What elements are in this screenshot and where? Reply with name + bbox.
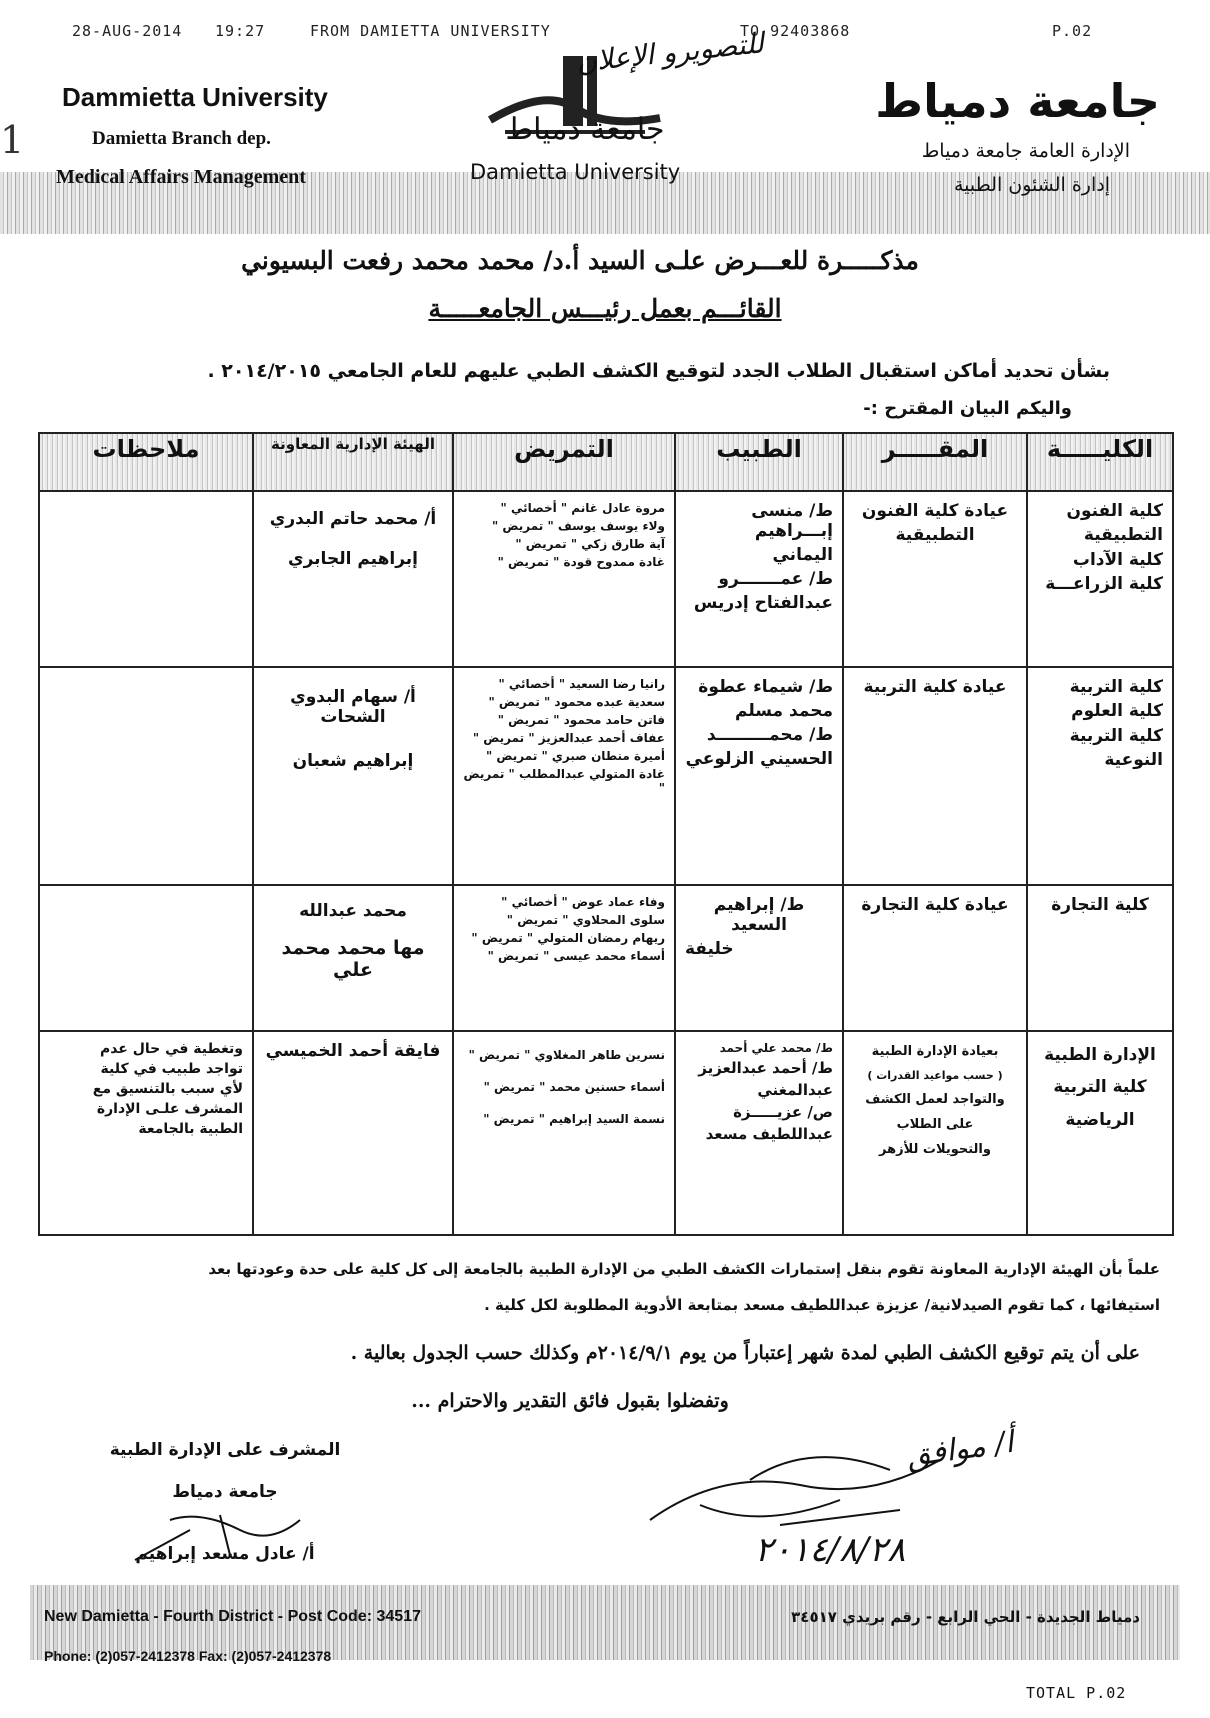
nursing-line: نسمة السيد إبراهيم " تمريض " [483, 1112, 665, 1126]
supervisor-name: أ/ عادل مسعد إبراهيم [135, 1544, 315, 1564]
college-line: الرياضية [1065, 1109, 1135, 1130]
header-hq: المقـــــر [843, 433, 1027, 491]
body-paragraph-3: على أن يتم توقيع الكشف الطبي لمدة شهر إعتباراً من يوم ٢٠١٤/٩/١م وكذلك حسب الجدول بعالية . [350, 1342, 1140, 1364]
notes-line: المشرف علـى الإدارة [96, 1101, 243, 1117]
approver-note: أ/ موافق [904, 1424, 1016, 1475]
hq-line: على الطلاب [896, 1117, 974, 1132]
memo-addressee: القائـــم بعمل رئيـــس الجامعـــــة [428, 294, 782, 323]
table-row [39, 491, 1173, 667]
hq-line: عيادة كلية التجارة [861, 895, 1009, 915]
cell-nursing [455, 1033, 673, 1141]
doctor-line: عبدالفتاح إدريس [693, 593, 833, 613]
hq-line: بعيادة الإدارة الطبية [871, 1044, 999, 1059]
cell-hq [845, 1033, 1025, 1168]
doctor-line: ط/ أحمد عبدالعزيز [698, 1059, 833, 1077]
cell-doctor [677, 669, 841, 777]
hq-line: والتحويلات للأزهر [879, 1142, 991, 1157]
notes-line: لأي سبب بالتنسيق مع [92, 1081, 243, 1097]
table-row [39, 1031, 1173, 1235]
body-paragraph-2: استيفائها ، كما تقوم الصيدلانية/ عزيزة عبداللطيف مسعد بمتابعة الأدوية المطلوبة لكل كلية . [484, 1296, 1160, 1314]
cell-doctor [677, 1033, 841, 1151]
header-college: الكليـــــة [1027, 433, 1173, 491]
doctor-line: ص/ عزيـــــزة [733, 1103, 833, 1121]
header-ar-mgmt: إدارة الشئون الطبية [953, 174, 1110, 196]
admin-line: أ/ سهام البدوي الشحات [290, 687, 416, 727]
nursing-line: سعدية عبده محمود " تمريض " [488, 695, 665, 709]
doctor-line: ط/ عمـــــــرو [718, 569, 833, 589]
footer-ar-address: دمياط الجديدة - الحي الرابع - رقم بريدي ٣٤٥١٧ [791, 1608, 1140, 1626]
nursing-line: غادة ممدوح قودة " تمريض " [497, 555, 665, 569]
college-line: كلية التربية [1069, 725, 1163, 746]
header-nursing: التمريض [453, 433, 675, 491]
nursing-line: أميرة منطان صبري " تمريض " [486, 749, 665, 763]
notes-line: الطبية بالجامعة [138, 1121, 243, 1137]
hq-line: عيادة كلية الفنون [861, 501, 1009, 521]
nursing-line: رانيا رضا السعيد " أخصائي " [498, 677, 665, 691]
memo-intro: واليكم البيان المقترح :- [863, 398, 1072, 419]
cell-hq [845, 493, 1025, 553]
header-en-title: Dammietta University [62, 82, 328, 112]
header-doctor: الطبيب [675, 433, 843, 491]
cell-hq [845, 887, 1025, 923]
college-line: كلية التجارة [1051, 895, 1149, 915]
admin-line: أ/ محمد حاتم البدري [269, 509, 437, 529]
fax-date: 28-AUG-2014 [72, 22, 183, 40]
footer-en-address: New Damietta - Fourth District - Post Code: 34517 [44, 1608, 421, 1625]
college-line: كلية التربية [1069, 677, 1163, 697]
cell-doctor [677, 887, 841, 967]
cell-notes [41, 493, 251, 505]
nursing-line: آية طارق زكي " تمريض " [515, 537, 665, 551]
cell-college [1029, 669, 1171, 779]
cell-admin [255, 669, 451, 789]
admin-line: إبراهيم شعبان [292, 751, 414, 771]
table-row [39, 885, 1173, 1031]
doctor-line: ط/ منسى إبـــراهيم [751, 501, 833, 541]
college-line: كلية الفنون [1066, 501, 1163, 521]
cell-hq [845, 669, 1025, 705]
fax-from: FROM DAMIETTA UNIVERSITY [310, 22, 551, 40]
doctor-line: عبدالمغني [757, 1081, 833, 1099]
college-line: كلية العلوم [1071, 701, 1163, 722]
nursing-line: أسماء محمد عيسى " تمريض " [487, 949, 665, 963]
nursing-line: وفاء عماد عوض " أخصائي " [501, 895, 665, 909]
memo-subject: بشأن تحديد أماكن استقبال الطلاب الجدد لتوقيع الكشف الطبي عليهم للعام الجامعي ٢٠١٤/٢٠١٥ . [207, 360, 1110, 382]
memo-title: مذكـــــرة للعـــرض علـى السيد أ.د/ محمد محمد رفعت البسيوني [241, 246, 919, 275]
college-line: التطبيقية [1083, 525, 1163, 546]
college-line: كلية الآداب [1072, 549, 1163, 570]
doctor-line: خليفة [685, 939, 734, 959]
notes-line: تواجد طبيب في كلية [100, 1061, 243, 1077]
nursing-line: فاتن حامد محمود " تمريض " [497, 713, 665, 727]
doctor-line: ط/ إبراهيم السعيد [713, 895, 805, 935]
doctor-line: عبداللطيف مسعد [705, 1125, 833, 1143]
footer-total: TOTAL P.02 [1026, 1684, 1127, 1702]
cell-notes [41, 669, 251, 681]
cell-nursing [455, 669, 673, 803]
cell-college [1029, 1033, 1171, 1142]
cell-doctor [677, 493, 841, 621]
header-en-dept: Damietta Branch dep. [92, 128, 271, 149]
closing-line: وتفضلوا بقبول فائق التقدير والاحترام ... [411, 1390, 729, 1412]
doctor-line: ط/ محمـــــــــد [706, 725, 833, 745]
notes-line: وتغطية في حال عدم [99, 1041, 243, 1057]
doctor-line: ط/ شيماء عطوة [698, 677, 833, 697]
college-line: الإدارة الطبية [1044, 1045, 1156, 1065]
nursing-line: ريهام رمضان المتولي " تمريض " [471, 931, 665, 945]
header-admin: الهيئة الإدارية المعاونة [253, 433, 453, 491]
cell-admin [255, 887, 451, 995]
hq-line: والتواجد لعمل الكشف [865, 1092, 1005, 1107]
admin-line: فايقة أحمد الخميسي [265, 1041, 441, 1061]
clinic-assignment-table [38, 432, 1174, 1236]
doctor-line: ط/ محمد علي أحمد [719, 1041, 833, 1055]
header-en-mgmt: Medical Affairs Management [56, 166, 306, 188]
footer-phone: Phone: (2)057-2412378 Fax: (2)057-2412378 [44, 1648, 332, 1664]
cell-nursing [455, 493, 673, 577]
doctor-line: محمد مسلم [734, 701, 833, 721]
admin-line: إبراهيم الجابري [288, 549, 418, 569]
nursing-line: أسماء حسنين محمد " تمريض " [483, 1080, 665, 1094]
header-ar-title: جامعة دمياط [875, 74, 1160, 128]
hq-line: التطبيقية [895, 525, 975, 545]
doctor-line: الحسيني الزلوعي [685, 749, 833, 769]
nursing-line: عفاف أحمد عبدالعزيز " تمريض " [472, 731, 665, 745]
supervisor-org: جامعة دمياط [172, 1482, 278, 1502]
header-notes: ملاحظات [39, 433, 253, 491]
hq-line: عيادة كلية التربية [863, 677, 1007, 697]
college-line: كلية التربية [1053, 1077, 1147, 1098]
fax-to: TO 92403868 [740, 22, 851, 40]
handwritten-note: للتصويرو الإعلان [574, 26, 766, 79]
logo-ar-name: جامعة دمياط [505, 112, 665, 147]
approver-signature-icon [640, 1430, 960, 1540]
supervisor-title: المشرف على الإدارة الطبية [109, 1440, 341, 1460]
cell-nursing [455, 887, 673, 971]
cell-notes [41, 1033, 251, 1145]
table-row [39, 667, 1173, 885]
nursing-line: نسرين طاهر المغلاوي " تمريض " [468, 1048, 665, 1062]
cell-college [1029, 493, 1171, 603]
hq-line: ( حسب مواعيد القدرات ) [867, 1069, 1003, 1082]
nursing-line: غادة المتولي عبدالمطلب " تمريض " [463, 767, 665, 795]
cell-admin [255, 493, 451, 585]
fax-page: P.02 [1052, 22, 1093, 40]
nursing-line: ولاء يوسف يوسف " تمريض " [491, 519, 665, 533]
approver-date: ٢٠١٤/٨/٢٨ [754, 1530, 906, 1570]
college-line: النوعية [1104, 750, 1163, 771]
admin-line: محمد عبدالله [299, 901, 407, 921]
header-ar-dept: الإدارة العامة جامعة دمياط [921, 140, 1130, 162]
cell-admin [255, 1033, 451, 1069]
doctor-line: اليماني [772, 545, 833, 565]
table-header-row [39, 433, 1173, 491]
cell-notes [41, 887, 251, 899]
nursing-line: مروة عادل غانم " أخصائي " [500, 501, 665, 515]
admin-line: مها محمد محمد علي [281, 937, 425, 981]
margin-mark: 1 [0, 118, 25, 162]
college-line: كلية الزراعـــة [1045, 574, 1163, 595]
nursing-line: سلوى المحلاوي " تمريض " [506, 913, 665, 927]
cell-college [1029, 887, 1171, 923]
logo-en-name: Damietta University [470, 160, 681, 184]
fax-time: 19:27 [215, 22, 266, 40]
body-paragraph-1: علماً بأن الهيئة الإدارية المعاونة تقوم بنقل إستمارات الكشف الطبي من الإدارة الطبية بالجامعة إلى كل كلية على حدة وعودتها بعد [208, 1260, 1160, 1278]
supervisor-signature-icon [130, 1500, 310, 1570]
